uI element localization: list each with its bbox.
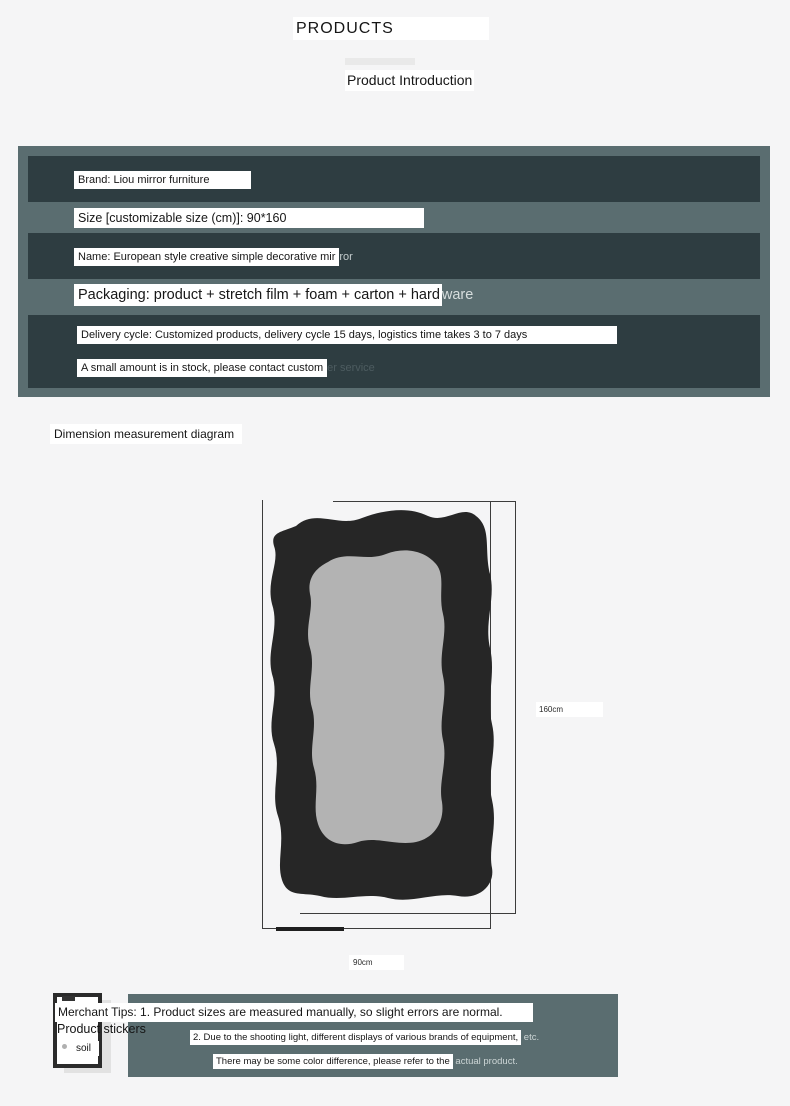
info-line-name (74, 249, 353, 266)
dimension-line-mid-bottom (300, 913, 516, 914)
name-text-tail: ror (339, 251, 353, 263)
tip3-text-tail: actual product. (452, 1056, 518, 1067)
sticker-item-soil (62, 1042, 99, 1055)
stock-text: A small amount is in stock, please contact custom (77, 359, 327, 377)
dimension-line-right-outer (515, 501, 516, 914)
height-measurement-label: 160cm (536, 702, 603, 717)
tip1-text: Merchant Tips: 1. Product sizes are measured manually, so slight errors are normal. (55, 1003, 533, 1022)
name-text: Name: European style creative simple decorative mir (74, 248, 339, 266)
delivery-text: Delivery cycle: Customized products, delivery cycle 15 days, logistics time takes 3 to 7 days (77, 326, 617, 344)
tip2-text: 2. Due to the shooting light, different displays of various brands of equipment, (190, 1030, 521, 1045)
merchant-tip-line-2 (190, 1030, 539, 1045)
merchant-tip-line-3 (213, 1054, 518, 1069)
bullet-icon (62, 1044, 67, 1049)
info-line-size (74, 209, 424, 228)
info-line-delivery (77, 327, 617, 344)
dimension-label-text: Dimension measurement diagram (50, 424, 242, 444)
packaging-text-tail: ware (441, 287, 474, 303)
tip2-text-tail: etc. (521, 1032, 540, 1043)
section-subtitle-text: Product Introduction (345, 70, 474, 91)
soil-text: soil (72, 1041, 99, 1056)
info-line-packaging (74, 285, 473, 305)
dimension-tick-bar (276, 927, 344, 931)
mirror-glass (308, 550, 444, 844)
product-stickers-label: Product stickers (57, 1022, 146, 1036)
merchant-tip-line-1 (55, 1003, 533, 1021)
info-line-stock (77, 360, 375, 377)
brand-text: Brand: Liou mirror furniture (74, 171, 251, 189)
subtitle-decor-strip (345, 58, 415, 65)
page-title (293, 18, 489, 40)
tip3-text: There may be some color difference, please refer to the (213, 1054, 453, 1069)
sticker-icon (62, 996, 75, 1001)
dimension-line-left (262, 500, 263, 929)
page-title-text: PRODUCTS (293, 17, 489, 40)
mirror-diagram (266, 502, 506, 912)
stock-text-tail: er service (327, 362, 375, 374)
size-text: Size [customizable size (cm)]: 90*160 (74, 208, 424, 228)
width-measurement-label: 90cm (349, 955, 404, 970)
packaging-text: Packaging: product + stretch film + foam + carton + hard (74, 284, 442, 306)
info-line-brand (74, 172, 251, 189)
dimension-section-label (50, 425, 242, 443)
section-subtitle (345, 71, 474, 90)
